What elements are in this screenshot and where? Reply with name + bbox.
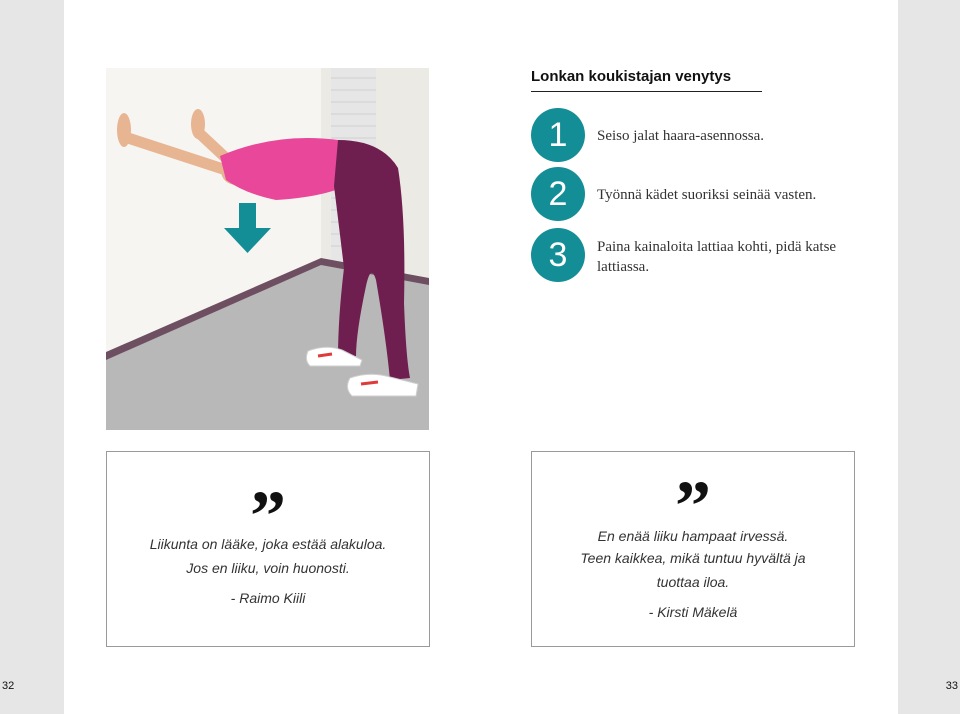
exercise-photo [106,68,429,430]
step-number-1: 1 [531,108,585,162]
step-number-2: 2 [531,167,585,221]
step-text-3: Paina kainaloita lattiaa kohti, pidä katse lattiassa. [597,239,837,275]
quote-line: Jos en liiku, voin huonosti. [186,560,350,576]
page-title: Lonkan koukistajan venytys [531,68,732,85]
quote-mark-icon: ” [250,476,286,556]
step-text-1: Seiso jalat haara-asennossa. [597,128,765,144]
step-number-3: 3 [531,228,585,282]
quote-line: tuottaa iloa. [656,574,730,590]
quote-box-1 [106,451,430,647]
quote-mark-icon: ” [675,466,711,546]
quote-line: En enää liiku hampaat irvessä. [597,528,789,544]
exercise-illustration [106,68,429,430]
title-underline [531,91,762,92]
page-number-right: 33 [945,680,958,692]
quote-author: - Kirsti Mäkelä [648,604,738,620]
step-text-2: Työnnä kädet suoriksi seinää vasten. [597,187,817,203]
quote-line: Teen kaikkea, mikä tuntuu hyvältä ja [580,550,806,566]
quote-box-2 [531,451,855,647]
quote-line: Liikunta on lääke, joka estää alakuloa. [149,536,387,552]
quote-author: - Raimo Kiili [230,590,306,606]
page-number-left: 32 [2,680,15,692]
